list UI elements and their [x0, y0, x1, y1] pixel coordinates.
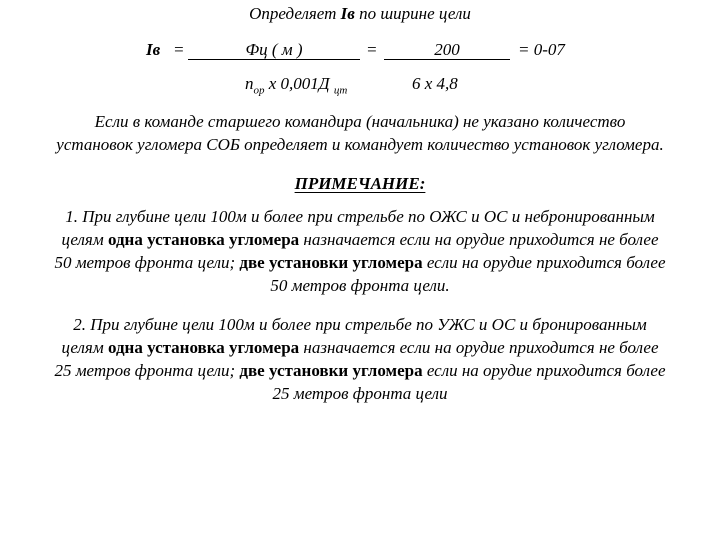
note-1: 1. При глубине цели 100м и более при стрельбе по ОЖС и ОС и небронированным целям одна установка угломера назначается если на орудие приходится не более 50 метров фронта цели; две установки угломера если на орудие приходится более 50 метров фронта цели. [54, 207, 666, 295]
instruction-line-1: Если в команде старшего командира (начальника) не указано количество [94, 112, 626, 131]
heading: Определяет Iв по ширине цели [249, 4, 471, 23]
formula-numerator-1: Фц ( м ) [188, 40, 360, 60]
formula-numerator-2: 200 [384, 40, 510, 60]
instruction-line-2: установок угломера СОБ определяет и командует количество установок угломера. [56, 135, 664, 154]
formula-denominator-2: 6 х 4,8 [412, 74, 458, 93]
formula-denominator-1: $n_{ор}$ х 0,001Д $_{цт}$ [245, 74, 348, 97]
formula-lhs: Iв [146, 40, 161, 59]
formula-eq1: = [173, 40, 185, 59]
instruction-paragraph [0, 110, 720, 156]
formula-result: = 0-07 [518, 40, 565, 59]
note-title: ПРИМЕЧАНИЕ: [294, 174, 426, 193]
formula-eq2: = [366, 40, 378, 59]
note-2: 2. При глубине цели 100м и более при стрельбе по УЖС и ОС и бронированным целям одна установка угломера назначается если на орудие приходится не более 25 метров фронта цели; две установки угломера если на орудие приходится более 25 метров фронта цели [54, 315, 666, 403]
